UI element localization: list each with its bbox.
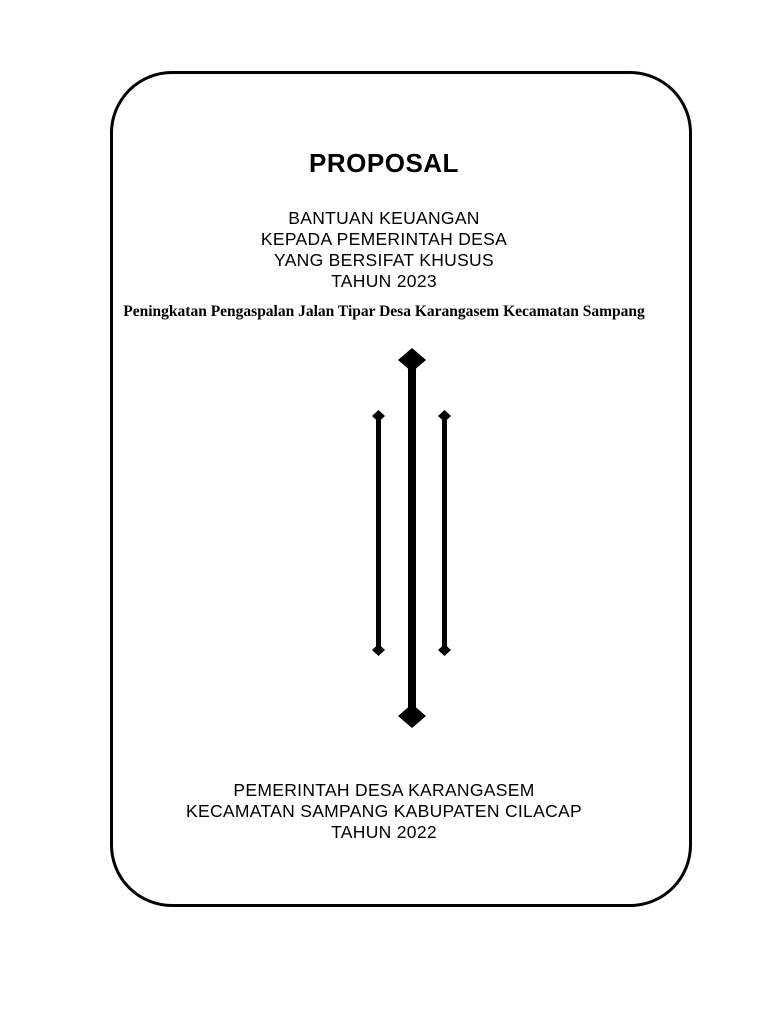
subtitle-line: YANG BERSIFAT KHUSUS (274, 250, 494, 270)
ornament-left-bar (376, 420, 381, 650)
ornament-top-diamond (398, 348, 426, 372)
issuer-line: PEMERINTAH DESA KARANGASEM (233, 780, 535, 800)
subtitle-line: TAHUN 2023 (331, 271, 437, 291)
subtitle-line: KEPADA PEMERINTAH DESA (260, 229, 508, 249)
ornament-bottom-diamond (398, 704, 426, 728)
document-title: PROPOSAL (309, 148, 459, 178)
ornament-right-bar (442, 420, 447, 650)
ornament-left-bottom-diamond (372, 644, 385, 656)
ornament-right-bottom-diamond (438, 644, 451, 656)
issuer-line: KECAMATAN SAMPANG KABUPATEN CILACAP (186, 801, 582, 821)
ornament-left-top-diamond (372, 410, 385, 422)
decorative-ornament-icon (354, 346, 470, 730)
ornament-center-bar (408, 368, 416, 708)
issuer-line: TAHUN 2022 (331, 822, 437, 842)
ornament-right-top-diamond (438, 410, 451, 422)
subtitle-line: BANTUAN KEUANGAN (288, 208, 480, 228)
proposal-subtitle (0, 208, 768, 292)
project-name: Peningkatan Pengaspalan Jalan Tipar Desa Karangasem Kecamatan Sampang (123, 303, 645, 320)
issuer-block (0, 780, 768, 843)
